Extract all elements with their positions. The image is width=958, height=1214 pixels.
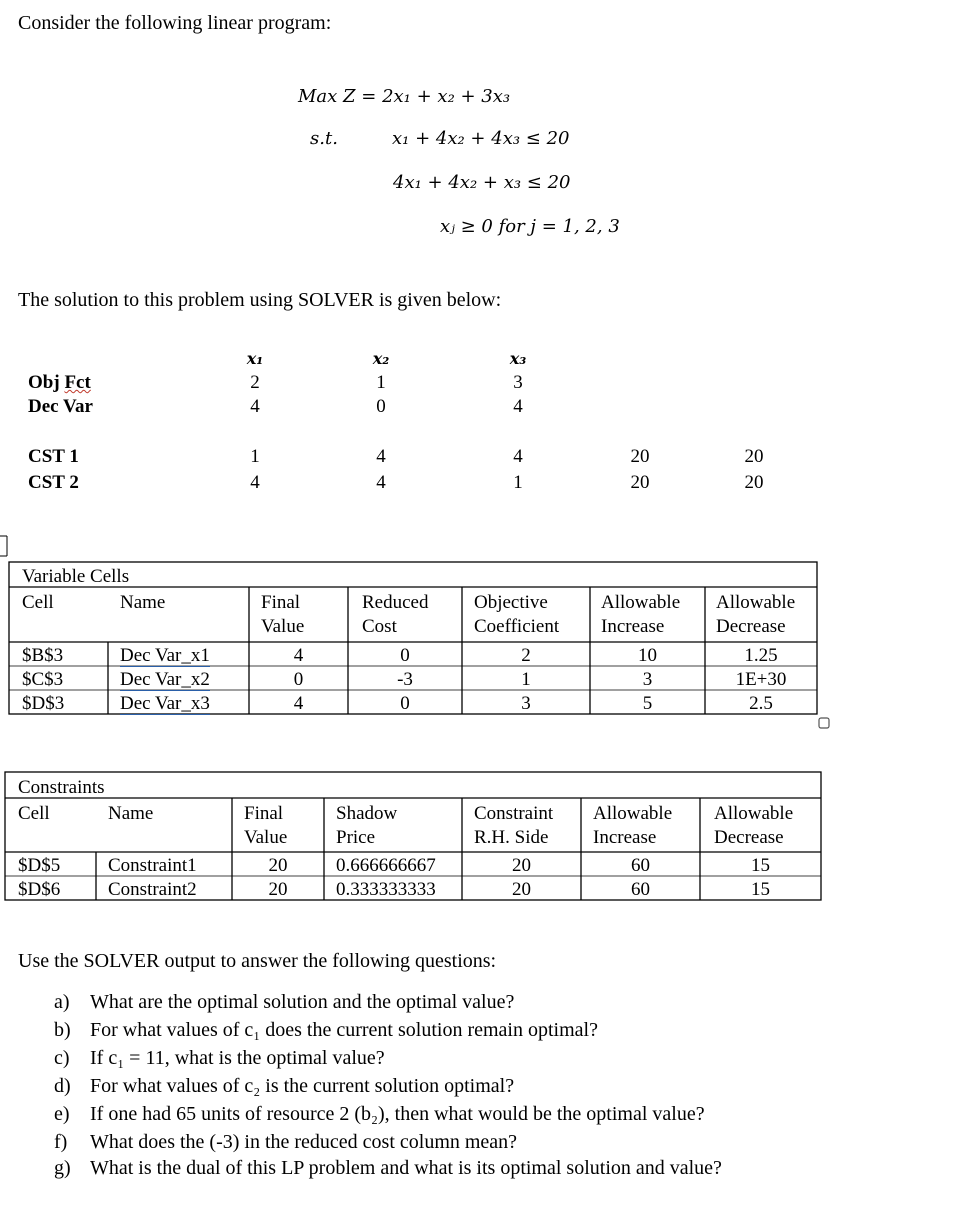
table-cell: 20 xyxy=(512,879,531,900)
vc-header-inc-l2: Increase xyxy=(601,616,665,637)
objective-expression: Max Z = 2x₁ + x₂ + 3x₃ xyxy=(298,86,511,107)
question-text: What are the optimal solution and the optimal value? xyxy=(90,991,515,1013)
question-text: For what values of c₁ does the current solution remain optimal? xyxy=(90,1019,598,1041)
summary-cell: 4 xyxy=(250,472,260,493)
question-label: e) xyxy=(54,1103,70,1125)
lp-constraint-1: x₁ + 4x₂ + 4x₃ ≤ 20 xyxy=(392,128,570,149)
table-cell: 15 xyxy=(751,855,770,876)
table-cell: 20 xyxy=(512,855,531,876)
table-cell: 3 xyxy=(521,693,531,714)
question-label: b) xyxy=(54,1019,71,1041)
ct-header-final-l2: Value xyxy=(244,827,288,848)
question-text: What is the dual of this LP problem and what is its optimal solution and value? xyxy=(90,1157,722,1179)
ct-header-shadow-l2: Price xyxy=(336,827,376,848)
ct-header-cell: Cell xyxy=(18,803,50,824)
table-cell: 60 xyxy=(631,879,650,900)
lp-constraint-2: 4x₁ + 4x₂ + x₃ ≤ 20 xyxy=(393,172,571,193)
summary-row-label-cst2: CST 2 xyxy=(28,472,79,493)
vc-header-objective-l2: Coefficient xyxy=(474,616,560,637)
summary-cell: 4 xyxy=(250,396,260,417)
dec-var-name: Dec Var_x1 xyxy=(120,645,210,666)
summary-cell: 0 xyxy=(376,396,386,417)
question-label: d) xyxy=(54,1075,71,1097)
ct-header-inc-l2: Increase xyxy=(593,827,657,848)
question-text: If c₁ = 11, what is the optimal value? xyxy=(90,1047,385,1069)
summary-cell: 4 xyxy=(513,396,523,417)
table-cell: 10 xyxy=(638,645,657,666)
table-cell: 2.5 xyxy=(749,693,773,714)
summary-cell: 20 xyxy=(744,472,764,493)
ct-header-name: Name xyxy=(108,803,154,824)
table-cell xyxy=(120,668,210,692)
table-cell xyxy=(120,644,210,668)
ct-header-dec: Allowable xyxy=(714,803,794,824)
lp-nonnegativity: xⱼ ≥ 0 for j = 1, 2, 3 xyxy=(440,216,620,237)
table-cell: 5 xyxy=(642,693,653,714)
table-cell: 0.666666667 xyxy=(336,855,436,876)
vc-header-reduced-l2: Cost xyxy=(362,616,397,637)
table-cell: -3 xyxy=(397,669,413,690)
table-cell: 0 xyxy=(400,645,410,666)
checkbox-marker-icon xyxy=(819,718,829,728)
table-cell: 4 xyxy=(293,645,304,666)
vc-header-objective: Objective xyxy=(474,592,548,613)
question-text: If one had 65 units of resource 2 (b₂), then what would be the optimal value? xyxy=(90,1103,705,1125)
solution-intro: The solution to this problem using SOLVER is given below: xyxy=(18,289,502,311)
vc-header-reduced: Reduced xyxy=(362,592,429,613)
table-cell: Constraint1 xyxy=(108,855,197,876)
summary-cell: 4 xyxy=(513,446,523,467)
table-cell: 0.333333333 xyxy=(336,879,436,900)
vc-header-cell: Cell xyxy=(22,592,54,613)
summary-header-x3: x₃ xyxy=(509,349,527,368)
ct-header-shadow: Shadow xyxy=(336,803,398,824)
list-item xyxy=(54,1157,722,1180)
summary-cell: 4 xyxy=(376,446,386,467)
lp-st: s.t. xyxy=(310,128,338,149)
table-cell: Constraint2 xyxy=(108,879,197,900)
ct-header-inc: Allowable xyxy=(593,803,673,824)
variable-cells-title: Variable Cells xyxy=(22,566,130,587)
table-cell: 20 xyxy=(268,855,288,876)
summary-cell: 1 xyxy=(376,372,386,393)
summary-cell: 20 xyxy=(744,446,764,467)
table-cell: $D$6 xyxy=(18,879,61,900)
question-text: For what values of c₂ is the current solution optimal? xyxy=(90,1075,515,1097)
table-cell: 1 xyxy=(521,669,531,690)
summary-cell: 3 xyxy=(513,372,523,393)
summary-row-label-cst1: CST 1 xyxy=(28,446,79,467)
list-item xyxy=(54,1075,514,1098)
question-label: c) xyxy=(54,1047,70,1069)
list-item xyxy=(54,1047,385,1070)
table-cell: $C$3 xyxy=(22,669,64,690)
table-cell: 1.25 xyxy=(744,645,778,666)
summary-cell: 1 xyxy=(513,472,523,493)
list-item xyxy=(54,1131,517,1154)
question-label: a) xyxy=(54,991,70,1013)
table-cell: 3 xyxy=(642,669,653,690)
table-cell: 4 xyxy=(293,693,304,714)
intro-text: Consider the following linear program: xyxy=(18,12,332,34)
table-cell: 1E+30 xyxy=(735,669,787,690)
summary-cell: 4 xyxy=(376,472,386,493)
table-cell: $D$3 xyxy=(22,693,65,714)
objfct-label-part-a: Obj xyxy=(28,372,65,393)
table-cell: 0 xyxy=(400,693,410,714)
summary-cell: 1 xyxy=(250,446,260,467)
table-cell: $B$3 xyxy=(22,645,64,666)
list-item xyxy=(54,1019,598,1042)
vc-header-dec-l2: Decrease xyxy=(716,616,786,637)
summary-cell: 20 xyxy=(630,472,650,493)
table-cell: 2 xyxy=(521,645,531,666)
questions-intro: Use the SOLVER output to answer the following questions: xyxy=(18,950,497,972)
ct-header-final: Final xyxy=(244,803,284,824)
table-cell: 60 xyxy=(631,855,650,876)
ct-header-rhs-l2: R.H. Side xyxy=(474,827,549,848)
table-cell: 20 xyxy=(268,879,288,900)
dec-var-name: Dec Var_x3 xyxy=(120,693,210,714)
summary-cell: 20 xyxy=(630,446,650,467)
constraints-title: Constraints xyxy=(18,777,105,798)
ct-header-dec-l2: Decrease xyxy=(714,827,784,848)
list-item xyxy=(54,991,514,1014)
list-item xyxy=(54,1103,705,1126)
dec-var-name: Dec Var_x2 xyxy=(120,669,210,690)
question-label: g) xyxy=(54,1157,71,1179)
vc-header-dec: Allowable xyxy=(716,592,796,613)
summary-cell: 2 xyxy=(250,372,260,393)
vc-header-name: Name xyxy=(120,592,166,613)
vc-header-final: Final xyxy=(261,592,301,613)
summary-header-x2: x₂ xyxy=(372,349,390,368)
summary-header-x1: x₁ xyxy=(246,349,264,368)
table-cell: 15 xyxy=(751,879,770,900)
objfct-label-part-b: Fct xyxy=(64,372,91,393)
ct-header-rhs: Constraint xyxy=(474,803,554,824)
table-cell: 0 xyxy=(293,669,304,690)
question-text: What does the (-3) in the reduced cost column mean? xyxy=(90,1131,518,1153)
summary-row-label-decvar: Dec Var xyxy=(28,396,93,417)
vc-header-final-l2: Value xyxy=(261,616,305,637)
table-cell: $D$5 xyxy=(18,855,61,876)
vc-header-inc: Allowable xyxy=(601,592,681,613)
question-label: f) xyxy=(54,1131,68,1153)
table-cell xyxy=(120,692,210,716)
